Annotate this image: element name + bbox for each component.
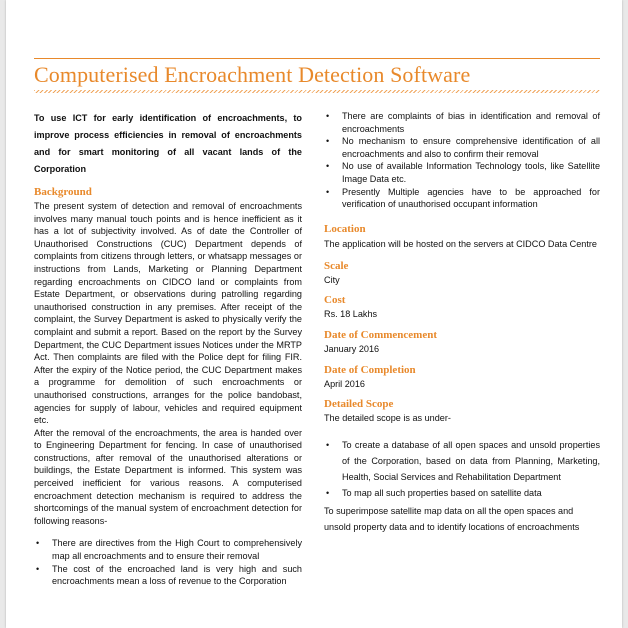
scope-list [324,437,600,501]
commencement-text: January 2016 [324,343,380,354]
cost-heading: Cost [324,294,346,307]
scale-heading: Scale [324,259,349,272]
completion-text: April 2016 [324,378,365,389]
scale-text: City [324,274,340,285]
list-item: • There are complaints of bias in identification and removal of encroachments [324,110,600,135]
list-item: • No mechanism to ensure comprehensive identification of all encroachments and also to confirm their removal [324,135,600,160]
scope-heading: Detailed Scope [324,398,394,411]
list-item: • No use of available Information Technology tools, like Satellite Image Data etc. [324,160,600,185]
scope-closing: To superimpose satellite map data on all the open spaces and unsold property data and to identify locations of encroachments [324,505,580,532]
reasons-list-right [324,110,600,211]
list-item: • The cost of the encroached land is very high and such encroachments mean a loss of revenue to the Corporation [34,563,302,588]
right-column [324,110,600,535]
reasons-list-left [34,537,302,587]
cost-text: Rs. 18 Lakhs [324,309,378,320]
background-paragraph-1: The present system of detection and removal of encroachments involves many manual touch points and is hence inefficient as it has a lot of subjectivity involved. As of date the Controller of Unauthorised Constructions (CUC) Department depends of complaints from citizens through letters, or whatsapp messages or instructions from Lands, Marketing or Planning Department regarding encroachments on CIDCO land or complaints from Estate Department, or observations during patrolling regarding unauthorised construction in any premises. After receipt of the complaint, the Survey Department is asked to physically verify the complaint and submit a report. Based on the report by the Survey Department, the CUC Department issues Notices under the MRTP Act. Then complaints are filed with the Police dept for filing FIR. After the expiry of the Notice period, the CUC Department makes a programme for demolition of such encroachments or unauthorised constructions, arranges for the police bandobast, agencies for supply of labour, vehicles and required equipment etc. [34,201,302,426]
commencement-heading: Date of Commencement [324,328,438,341]
background-paragraph-2: After the removal of the encroachments, the area is handed over to Engineering Department for fencing. In case of unauthorised constructions, after removal of the unauthorised alterations or buildings, the Estate Department is informed. This system was perceived inefficient for various reasons. A computerised encroachment detection mechanism is required to address the shortcomings of the manual system of encroachment detection for following reasons- [34,427,302,526]
list-item: • To create a database of all open spaces and unsold properties of the Corporation, based on data from Planning, Marketing, Health, Social Services and Rehabilitation Department [324,437,600,485]
list-item: • To map all such properties based on satellite data [324,485,600,501]
document-page [6,0,622,628]
title-top-rule [34,58,600,59]
list-item: • There are directives from the High Court to comprehensively map all encroachments and to ensure their removal [34,537,302,562]
left-column [34,110,302,588]
location-text: The application will be hosted on the servers at CIDCO Data Centre [324,238,597,249]
background-heading: Background [34,186,92,198]
completion-heading: Date of Completion [324,363,416,376]
list-item: • Presently Multiple agencies have to be approached for verification of unauthorised occupant information [324,186,600,211]
title-decorative-rule [34,90,600,93]
intro-statement: To use ICT for early identification of encroachments, to improve process efficiencies in removal of encroachments and for smart monitoring of all vacant lands of the Corporation [34,113,302,174]
location-heading: Location [324,222,366,235]
scope-intro: The detailed scope is as under- [324,413,451,424]
document-title: Computerised Encroachment Detection Software [34,62,471,87]
